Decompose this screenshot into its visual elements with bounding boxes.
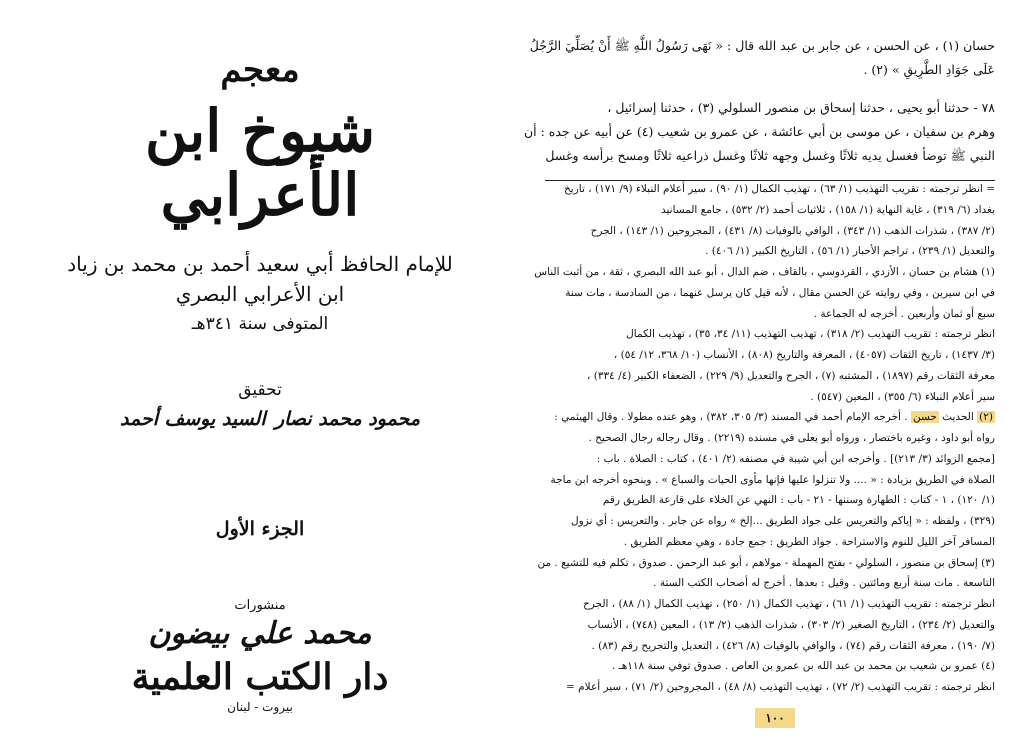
main-text-line: ٧٨ - حدثنا أبو يحيى ، حدثنا إسحاق بن منصور السلولي (٣) ، حدثنا إسرائيل ، bbox=[607, 100, 995, 115]
footnote-line: انظر ترجمته : تقريب التهذيب (٢/ ٣١٨) ، تهذيب التهذيب (١١/ ٣٤، ٣٥) ، تهذيب الكمال bbox=[626, 328, 995, 340]
footnote-line: معرفة الثقات رقم (١٨٩٧) ، المشتبه (٧) ، الجرح والتعديل (٩/ ٢٢٩) ، الضعفاء الكبير (٤/ ٣٣٤) ، bbox=[587, 370, 995, 382]
main-text-line: وهرم بن سفيان ، عن موسى بن أبي عائشة ، عن عمرو بن شعيب (٤) عن أبيه عن جده : أن bbox=[523, 124, 995, 139]
footnote-line: المسافر آخر الليل للنوم والاستراحة . جواد الطريق : جمع جادة ، وهي معظم الطريق . bbox=[623, 536, 995, 548]
footnote-line: رواه أبو داود ، وغيره باختصار ، ورواه أبو يعلى في مسنده (٢٢١٩) . وقال رجاله رجال الصحيح . bbox=[588, 432, 995, 444]
footnote-line: في ابن سيرين ، وفي روايته عن الحسن مقال ، لأنه قيل كان يرسل عنهما ، من السادسة ، مات سنة bbox=[565, 287, 995, 299]
footnote-line: (٢/ ٣٨٧) ، شذرات الذهب (١/ ٣٤٣) ، الوافي بالوفيات (٨/ ٤٣١) ، المجروحين (١/ ١٤٣) ، الجرح bbox=[590, 225, 995, 237]
publisher-city: بيروت - لبنان bbox=[227, 700, 293, 714]
author-line-2: ابن الأعرابي البصري bbox=[175, 282, 345, 306]
publisher-person: محمد علي بيضون bbox=[148, 616, 372, 651]
main-text-line: عَلَى جَوَادِ الطَّرِيقِ » (٢) . bbox=[863, 62, 995, 77]
publisher-house: دار الكتب العلمية bbox=[131, 656, 389, 698]
page-number: ١٠٠ bbox=[755, 708, 795, 728]
footnote-line: والتعديل (٢/ ٢٣٤) ، التاريخ الصغير (٢/ ٣٠٣) ، شذرات الذهب (٢/ ١٣) ، المعين (٧٤٨) ، الأنساب bbox=[587, 619, 995, 631]
volume-label: الجزء الأول bbox=[215, 518, 305, 540]
book-title-word1: معجم bbox=[220, 50, 300, 90]
editors bbox=[120, 408, 420, 448]
author-death-year: المتوفى سنة ٣٤١هـ bbox=[191, 314, 329, 334]
footnote-line: (٣٢٩) ، ولفظه : « إياكم والتعريس على جواد الطريق ...إلخ » رواه عن جابر . والتعريس : أي نزول bbox=[571, 515, 995, 527]
main-text-line: النبي ﷺ توضأ فغسل يديه ثلاثًا وغسل وجهه ثلاثًا وغسل ذراعيه ثلاثًا ومسح برأسه وغسل bbox=[545, 148, 995, 163]
author-line-1: للإمام الحافظ أبي سعيد أحمد بن محمد بن زياد bbox=[67, 252, 453, 276]
text-page bbox=[525, 0, 1023, 754]
highlight-mark: (٢) bbox=[979, 411, 993, 423]
footnote-line: انظر ترجمته : تقريب التهذيب (١/ ٦١) ، تهذيب الكمال (١/ ٢٥٠) ، تهذيب الكمال (١/ ٨٨) ، الجرح bbox=[582, 598, 995, 610]
tahqiq-label: تحقيق bbox=[238, 380, 282, 400]
footnote-line: [مجمع الزوائد (٣/ ٢١٣)] . وأخرجه ابن أبي شيبة في مصنفه (٢/ ٤٠١) ، كتاب : الصلاة . باب : bbox=[596, 453, 995, 465]
footnote-line: سير أعلام النبلاء (٦/ ٣٥٥) ، المعين (٥٤٧) . bbox=[810, 391, 995, 403]
footnote-line: الصلاة في الطريق بزيادة : « .... ولا تنزلوا عليها فإنها مأوى الحيات والسباع » . وبنحوه أخرجه ابن ماجة bbox=[550, 474, 995, 486]
publisher-label: منشورات bbox=[234, 598, 286, 613]
footnote-line: = انظر ترجمته : تقريب التهذيب (١/ ٦٣) ، تهذيب الكمال (١/ ٩٠) ، سير أعلام النبلاء (٩/ ١٧١) ، تاريخ bbox=[564, 183, 995, 195]
footnote-line: (٣/ ١٤٣٧) ، تاريخ الثقات (٤٠٥٧) ، المعرفة والتاريخ (٨٠٨) ، الأنساب (١٠/ ٣٦٨، ١٢/ ٥٤) ، bbox=[613, 349, 995, 361]
footnote-line: (٢) الحديث حسن . أخرجه الإمام أحمد في المسند (٣/ ٣٠٥، ٣٨٢) ، وهو عنده مطولا . وقال الهيثمي : bbox=[554, 411, 993, 423]
footnote-line: (١) هشام بن حسان ، الأزدي ، القردوسي ، بالقاف ، ضم الدال ، أبو عبد الله البصري ، ثقة ، من أثبت الناس bbox=[534, 266, 995, 278]
footnote-separator bbox=[545, 180, 995, 181]
main-text-line: حسان (١) ، عن الحسن ، عن جابر بن عبد الله قال : « نَهَى رَسُولُ اللَّهِ ﷺ أَنْ يُصَلِّيَ الرَّجُلُ bbox=[529, 38, 995, 53]
footnote-line: (٤) عمرو بن شعيب بن محمد بن عبد الله بن عمرو بن العاص . صدوق توفي سنة ١١٨هـ . bbox=[611, 660, 995, 672]
footnote-line: (١/ ١٢٠) ، ١ - كتاب : الطهارة وسننها - ٢١ - باب : النهي عن الخلاء على قارعة الطريق رقم bbox=[602, 494, 995, 506]
footnote-line: (٣) إسحاق بن منصور ، السلولي - بفتح المهملة - مولاهم ، أبو عبد الرحمن . صدوق ، تكلم فيه للتشيع . من bbox=[537, 557, 995, 569]
footnote-line: انظر ترجمته : تقريب التهذيب (٢/ ٧٢) ، تهذيب التهذيب (٨/ ٤٨) ، المجروحين (٢/ ٧١) ، سير أعلام = bbox=[566, 681, 995, 693]
footnote-line: (٧/ ١٩٠) ، معرفة الثقات رقم (٧٤) ، والوافي بالوفيات (٨/ ٤٢٦) ، التعديل والتجريح رقم (٨٣) . bbox=[591, 640, 995, 652]
footnote-line: والتعديل (١/ ٢٣٩) ، تراجم الأحبار (١/ ٥٦) ، التاريخ الكبير (١/ ٤٠٦) . bbox=[705, 245, 995, 257]
title-page bbox=[0, 0, 505, 754]
footnote-line: بغداد (٦/ ٣١٩) ، غاية النهاية (١/ ١٥٨) ، ثلاثيات أحمد (٢/ ٥٣٢) ، جامع المسانيد bbox=[660, 204, 995, 216]
editor-1: محمود محمد نصار bbox=[274, 408, 420, 430]
editor-2: السيد يوسف أحمد bbox=[120, 408, 266, 430]
highlight-mark: حسن bbox=[912, 411, 937, 423]
footnote-line: سبع أو ثمان وأربعين . أخرجه له الجماعة . bbox=[813, 308, 995, 320]
footnote-line: التاسعة . مات سنة أربع ومائتين . وقيل : بعدها . أخرج له أصحاب الكتب الستة . bbox=[653, 577, 995, 589]
book-title-main: شيوخ ابن الأعرابي bbox=[144, 97, 376, 229]
